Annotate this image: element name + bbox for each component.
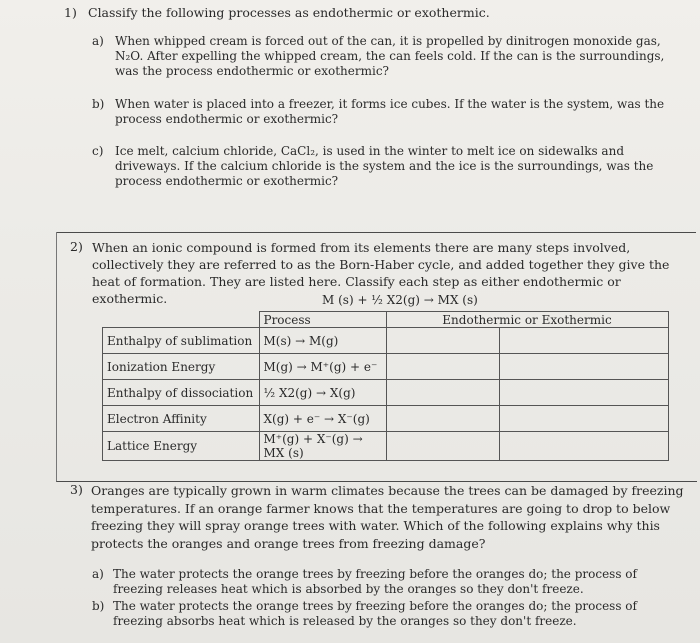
question-2-prompt: When an ionic compound is formed from its elements there are many steps involved, collectively they are referred to as the Born-Haber cycle, and added together they give the heat of formation. They are listed here. Classify each step as either endothermic or exothermic.: [92, 240, 670, 306]
overall-reaction: M (s) + ½ X2(g) → MX (s): [322, 293, 478, 307]
header-endo-exo: Endothermic or Exothermic: [386, 312, 668, 328]
question-1a-text: When whipped cream is forced out of the can, it is propelled by dinitrogen monoxide gas, N₂O. After expelling the whipped cream, the can feels cold. If the can is the surroundings, was the process endothermic or exothermic?: [115, 34, 665, 78]
born-haber-table: [102, 311, 669, 461]
question-1b-label: b): [92, 97, 105, 111]
header-blank: [103, 312, 260, 328]
table-row: [103, 406, 669, 432]
step-process: ½ X2(g) → X(g): [259, 380, 386, 406]
question-3-prompt: Oranges are typically grown in warm climates because the trees can be damaged by freezing temperatures. If an orange farmer knows that the temperatures are going to drop to below freezing they will spray orange trees with water. Which of the following explains why this protects the oranges and orange trees from freezing damage?: [91, 483, 684, 551]
table-row: [103, 380, 669, 406]
question-3a-text: The water protects the orange trees by freezing before the oranges do; the process of freezing releases heat which is absorbed by the oranges so they don't freeze.: [113, 567, 637, 596]
question-1a-label: a): [92, 34, 104, 48]
question-1c-text: Ice melt, calcium chloride, CaCl₂, is used in the winter to melt ice on sidewalks and driveways. If the calcium chloride is the system and the ice is the surroundings, was the process endothermic or exothermic?: [115, 144, 654, 188]
answer-cell[interactable]: [499, 380, 668, 406]
answer-cell[interactable]: [386, 354, 499, 380]
question-1c-label: c): [92, 144, 104, 158]
table-row: [103, 432, 669, 461]
answer-cell[interactable]: [499, 406, 668, 432]
question-3a-label: a): [92, 567, 104, 581]
answer-cell[interactable]: [386, 380, 499, 406]
step-name: Enthalpy of dissociation: [103, 380, 260, 406]
answer-cell[interactable]: [386, 328, 499, 354]
step-process: M⁺(g) + X⁻(g) → MX (s): [259, 432, 386, 461]
question-3b-text: The water protects the orange trees by freezing before the oranges do; the process of freezing absorbs heat which is released by the oranges so they don't freeze.: [113, 599, 637, 628]
step-name: Enthalpy of sublimation: [103, 328, 260, 354]
answer-cell[interactable]: [499, 432, 668, 461]
question-1b-text: When water is placed into a freezer, it forms ice cubes. If the water is the system, was the process endothermic or exothermic?: [115, 97, 665, 126]
table-row: [103, 354, 669, 380]
question-1-number: 1): [64, 5, 77, 20]
table-header-row: [103, 312, 669, 328]
question-3b-label: b): [92, 599, 105, 613]
step-name: Lattice Energy: [103, 432, 260, 461]
answer-cell[interactable]: [386, 432, 499, 461]
step-name: Electron Affinity: [103, 406, 260, 432]
answer-cell[interactable]: [499, 354, 668, 380]
answer-cell[interactable]: [386, 406, 499, 432]
step-process: M(g) → M⁺(g) + e⁻: [259, 354, 386, 380]
step-process: X(g) + e⁻ → X⁻(g): [259, 406, 386, 432]
table-row: [103, 328, 669, 354]
question-1-prompt: Classify the following processes as endothermic or exothermic.: [88, 5, 490, 20]
answer-cell[interactable]: [499, 328, 668, 354]
question-3-number: 3): [70, 482, 83, 497]
question-2-number: 2): [70, 239, 83, 254]
header-process: Process: [259, 312, 386, 328]
step-process: M(s) → M(g): [259, 328, 386, 354]
step-name: Ionization Energy: [103, 354, 260, 380]
